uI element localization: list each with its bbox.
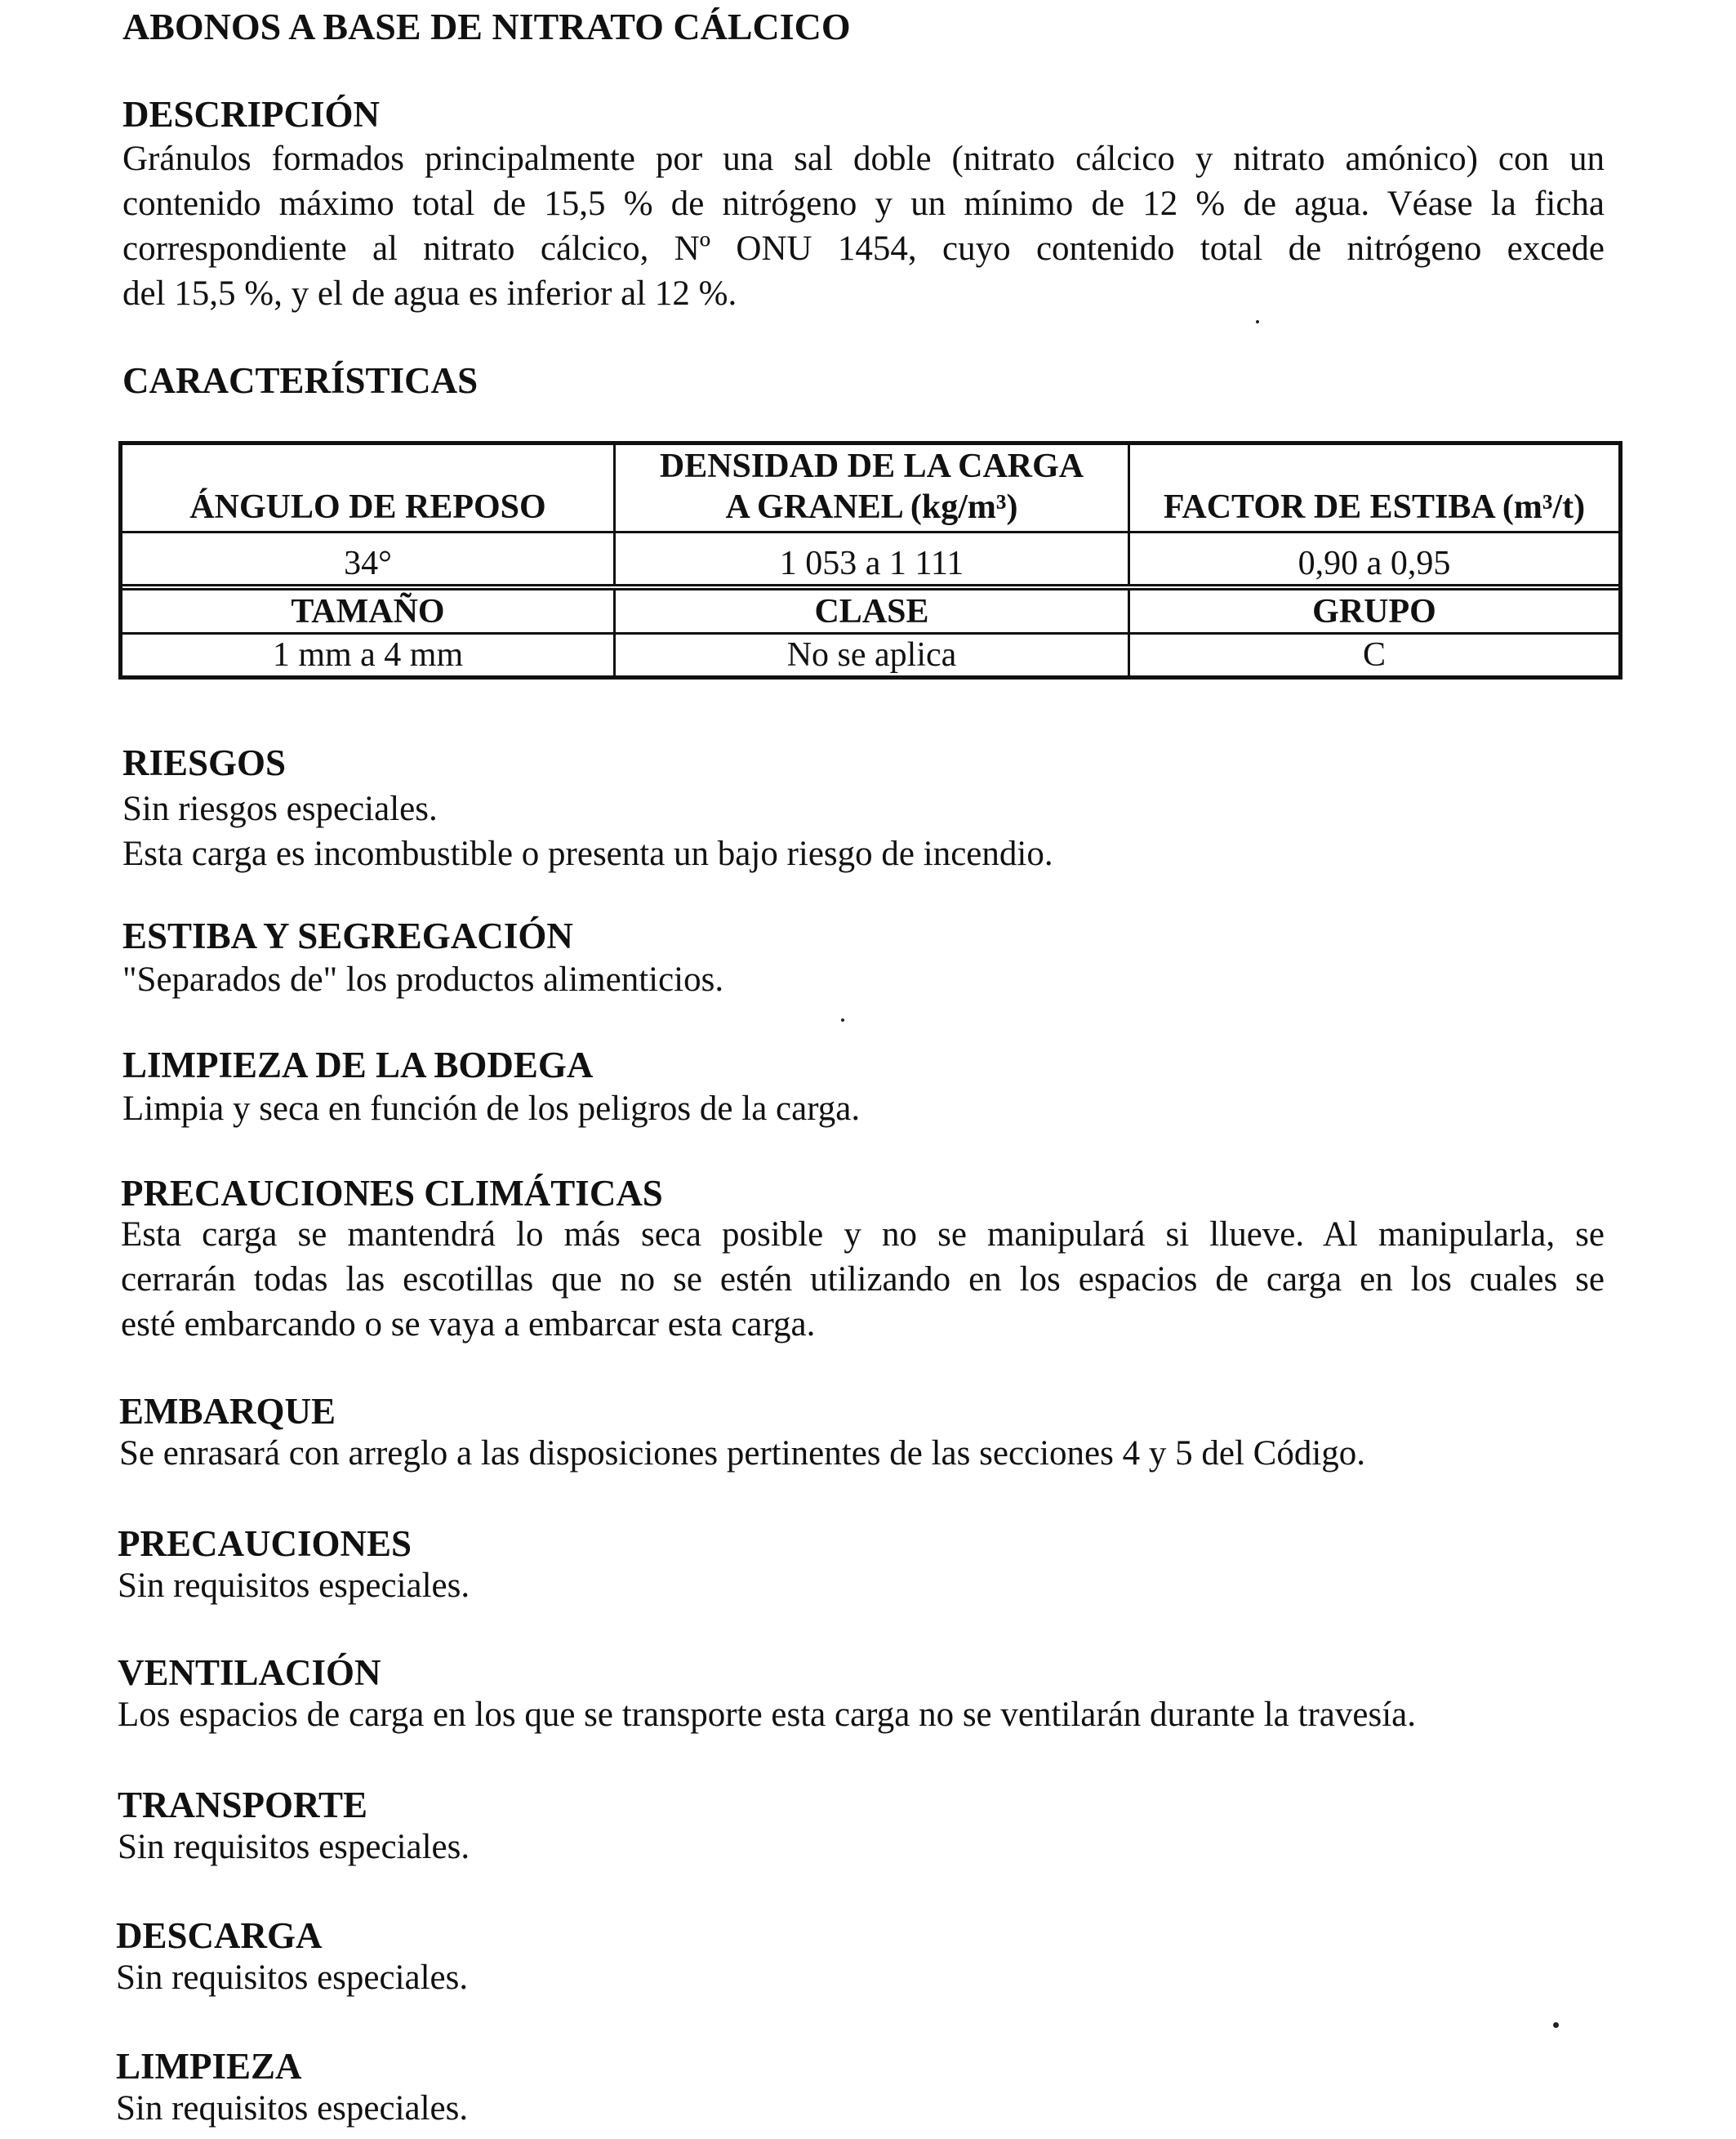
characteristics-table bbox=[118, 441, 1622, 680]
header-grupo: GRUPO bbox=[1312, 593, 1436, 631]
riesgos-text bbox=[122, 787, 1053, 876]
estiba-text: "Separados de" los productos alimenticios. bbox=[122, 960, 724, 999]
header-angulo-label: ÁNGULO DE REPOSO bbox=[189, 488, 546, 526]
heading-precauciones: PRECAUCIONES bbox=[118, 1523, 412, 1564]
heading-limpieza-bodega: LIMPIEZA DE LA BODEGA bbox=[122, 1045, 594, 1085]
heading-descarga: DESCARGA bbox=[116, 1915, 323, 1956]
value-densidad: 1 053 a 1 111 bbox=[616, 533, 1130, 584]
document-title: ABONOS A BASE DE NITRATO CÁLCICO bbox=[122, 6, 851, 47]
value-factor: 0,90 a 0,95 bbox=[1298, 545, 1451, 582]
descripcion-text bbox=[122, 136, 1605, 316]
descripcion-line-4: del 15,5 %, y el de agua es inferior al 12 %. bbox=[122, 274, 737, 313]
value-clase: No se aplica bbox=[616, 635, 1130, 675]
descarga-text: Sin requisitos especiales. bbox=[116, 1959, 469, 1997]
table-header-row-2 bbox=[122, 590, 1618, 635]
value-grupo: C bbox=[1362, 636, 1386, 674]
limpieza-bodega-text: Limpia y seca en función de los peligros de la carga. bbox=[122, 1090, 861, 1128]
value-tamano: 1 mm a 4 mm bbox=[122, 635, 616, 675]
precauciones-climaticas-line-2: cerrarán todas las escotillas que no se estén utilizando en los espacios de carga en los cuales se bbox=[121, 1260, 1605, 1299]
table-value-row-2 bbox=[122, 635, 1618, 675]
precauciones-climaticas-line-3: esté embarcando o se vaya a embarcar esta carga. bbox=[121, 1305, 816, 1344]
header-clase: CLASE bbox=[616, 590, 1130, 632]
header-angulo-de-reposo bbox=[122, 445, 616, 531]
heading-descripcion: DESCRIPCIÓN bbox=[122, 94, 381, 135]
table-value-row-1 bbox=[122, 533, 1618, 590]
heading-ventilacion: VENTILACIÓN bbox=[118, 1652, 381, 1693]
precauciones-climaticas-text bbox=[121, 1212, 1605, 1347]
riesgos-line-2: Esta carga es incombustible o presenta un bajo riesgo de incendio. bbox=[122, 835, 1053, 873]
scan-speck bbox=[841, 1018, 844, 1022]
header-tamano: TAMAÑO bbox=[122, 590, 616, 632]
header-densidad-line-1: DENSIDAD DE LA CARGA bbox=[659, 448, 1084, 485]
scan-speck bbox=[1256, 320, 1259, 323]
limpieza-text: Sin requisitos especiales. bbox=[116, 2089, 469, 2128]
riesgos-line-1: Sin riesgos especiales. bbox=[122, 790, 438, 828]
heading-estiba-segregacion: ESTIBA Y SEGREGACIÓN bbox=[122, 916, 573, 956]
ventilacion-text: Los espacios de carga en los que se transporte esta carga no se ventilarán durante la travesía. bbox=[118, 1696, 1416, 1734]
heading-riesgos: RIESGOS bbox=[122, 742, 287, 783]
precauciones-text: Sin requisitos especiales. bbox=[118, 1566, 470, 1605]
heading-limpieza: LIMPIEZA bbox=[116, 2046, 302, 2087]
header-factor-de-estiba bbox=[1130, 445, 1618, 531]
descripcion-line-1: Gránulos formados principalmente por una sal doble (nitrato cálcico y nitrato amónico) con un bbox=[122, 140, 1605, 178]
descripcion-line-3: correspondiente al nitrato cálcico, Nº ONU 1454, cuyo contenido total de nitrógeno excede bbox=[122, 229, 1605, 268]
heading-precauciones-climaticas: PRECAUCIONES CLIMÁTICAS bbox=[121, 1173, 663, 1214]
heading-caracteristicas: CARACTERÍSTICAS bbox=[122, 360, 479, 401]
heading-embarque: EMBARQUE bbox=[119, 1391, 336, 1432]
scan-speck bbox=[1553, 2022, 1559, 2028]
descripcion-line-2: contenido máximo total de 15,5 % de nitrógeno y un mínimo de 12 % de agua. Véase la ficha bbox=[122, 185, 1605, 223]
value-angulo: 34° bbox=[122, 533, 616, 584]
precauciones-climaticas-line-1: Esta carga se mantendrá lo más seca posible y no se manipulará si llueve. Al manipularla, se bbox=[121, 1215, 1605, 1254]
heading-transporte: TRANSPORTE bbox=[118, 1785, 367, 1825]
header-factor-label: FACTOR DE ESTIBA (m³/t) bbox=[1163, 488, 1586, 526]
transporte-text: Sin requisitos especiales. bbox=[118, 1828, 470, 1866]
table-header-row-1 bbox=[122, 445, 1618, 533]
header-densidad bbox=[616, 445, 1130, 531]
header-densidad-line-2: A GRANEL (kg/m³) bbox=[725, 488, 1018, 526]
embarque-text: Se enrasará con arreglo a las disposiciones pertinentes de las secciones 4 y 5 del Código. bbox=[119, 1434, 1366, 1473]
